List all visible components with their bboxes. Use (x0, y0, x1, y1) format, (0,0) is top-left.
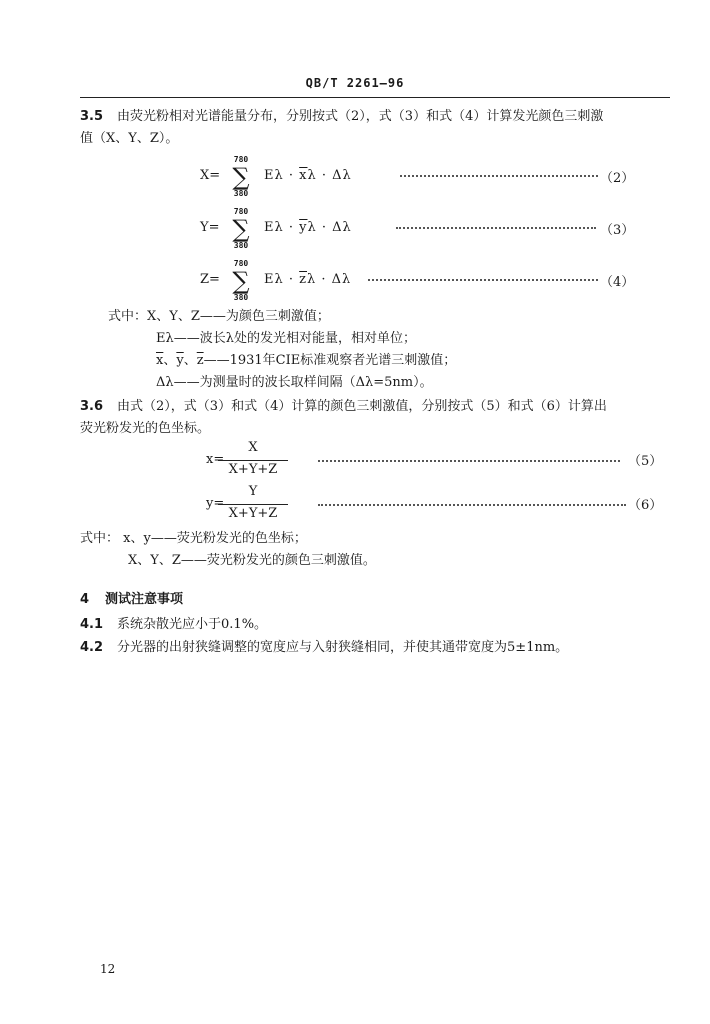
clause-text-line2: 值（X、Y、Z）。 (80, 131, 179, 146)
clause-number: 4.1 (80, 617, 104, 632)
fraction-lhs: y= (206, 496, 225, 511)
fraction-bar (218, 460, 288, 461)
separator: 、 (183, 353, 197, 368)
lower-limit: 380 (233, 241, 249, 250)
summation (230, 207, 252, 251)
formula-term-tail: λ · Δλ (307, 220, 352, 235)
legend-line (156, 350, 456, 372)
cmf-x-bar: $\overline{x}$ (156, 353, 164, 368)
clause-3-6 (80, 396, 670, 440)
formula-3 (200, 207, 640, 253)
formula-lhs: Z= (200, 272, 220, 287)
upper-limit: 780 (233, 207, 249, 216)
formula-term-bar: $\overline{x}$ (299, 168, 308, 183)
clause-text: 系统杂散光应小于0.1%。 (117, 617, 268, 632)
denominator: X+Y+Z (228, 462, 278, 477)
leader-dots (400, 175, 598, 177)
clause-number: 3.6 (80, 399, 104, 414)
lower-limit: 380 (233, 293, 249, 302)
formula-body (264, 220, 352, 235)
lower-limit: 380 (233, 189, 249, 198)
formula-term-e: Eλ · (264, 168, 300, 183)
formula-term-tail: λ · Δλ (307, 168, 352, 183)
formula-term-e: Eλ · (264, 220, 300, 235)
formula-lhs: Y= (200, 220, 220, 235)
leader-dots (318, 460, 620, 462)
legend-line (80, 528, 307, 550)
clause-text: 分光器的出射狭缝调整的宽度应与入射狭缝相同，并使其通带宽度为5±1nm。 (117, 640, 569, 655)
legend-text: X、Y、Z——为颜色三刺激值； (147, 309, 330, 324)
page-number: 12 (100, 962, 116, 976)
legend-text: ——1931年CIE标准观察者光谱三刺激值； (203, 353, 457, 368)
sigma-symbol: ∑ (232, 267, 250, 295)
equation-number: （2） (600, 171, 635, 186)
summation (230, 155, 252, 199)
upper-limit: 780 (233, 155, 249, 164)
formula-4 (200, 259, 640, 305)
formula-term-bar: $\overline{z}$ (299, 272, 307, 287)
sigma-symbol: ∑ (232, 163, 250, 191)
clause-text-line1: 由荧光粉相对光谱能量分布，分别按式（2），式（3）和式（4）计算发光颜色三刺激 (117, 109, 604, 124)
equation-number: （6） (628, 498, 663, 513)
legend-line: X、Y、Z——荧光粉发光的颜色三刺激值。 (128, 553, 376, 568)
clause-text-line1: 由式（2），式（3）和式（4）计算的颜色三刺激值，分别按式（5）和式（6）计算出 (117, 399, 607, 414)
summation (230, 259, 252, 303)
fraction-bar (218, 504, 288, 505)
formula-2 (200, 155, 640, 201)
cmf-z-bar: $\overline{z}$ (196, 353, 204, 368)
numerator: Y (248, 484, 258, 499)
equation-number: （3） (600, 223, 635, 238)
formula-term-tail: λ · Δλ (307, 272, 352, 287)
leader-dots (396, 227, 596, 229)
clause-3-5 (80, 106, 670, 150)
numerator: X (248, 440, 258, 455)
section-title: 测试注意事项 (105, 592, 184, 607)
equation-number: （4） (600, 275, 635, 290)
formula-term-e: Eλ · (264, 272, 300, 287)
section-4-heading (80, 588, 183, 607)
formula-body (264, 272, 351, 287)
formula-6 (206, 484, 346, 528)
sigma-symbol: ∑ (232, 215, 250, 243)
fraction-lhs: x= (206, 452, 225, 467)
clause-text-line2: 荧光粉发光的色坐标。 (80, 421, 211, 436)
legend-lead: 式中： (80, 531, 120, 546)
denominator: X+Y+Z (228, 506, 278, 521)
formula-5 (206, 440, 346, 484)
legend-line: Eλ——波长λ处的发光相对能量，相对单位； (156, 331, 416, 346)
separator: 、 (163, 353, 177, 368)
formula-term-bar: $\overline{y}$ (299, 220, 308, 235)
cmf-y-bar: $\overline{y}$ (176, 353, 184, 368)
leader-dots (368, 279, 598, 281)
leader-dots (318, 504, 626, 506)
upper-limit: 780 (233, 259, 249, 268)
clause-4-2 (80, 637, 670, 659)
section-number: 4 (80, 592, 90, 607)
clause-number: 3.5 (80, 109, 104, 124)
formula-body (264, 168, 352, 183)
equation-number: （5） (628, 454, 663, 469)
formula-lhs: X= (200, 168, 221, 183)
header-rule (80, 97, 670, 98)
legend-lead: 式中： (108, 309, 148, 324)
standard-code-header: QB/T 2261—96 (305, 76, 405, 90)
legend-text: x、y——荧光粉发光的色坐标； (123, 531, 307, 546)
clause-number: 4.2 (80, 640, 104, 655)
legend-line: Δλ——为测量时的波长取样间隔（Δλ=5nm）。 (156, 375, 433, 390)
legend-line (108, 306, 330, 328)
clause-4-1 (80, 614, 670, 636)
